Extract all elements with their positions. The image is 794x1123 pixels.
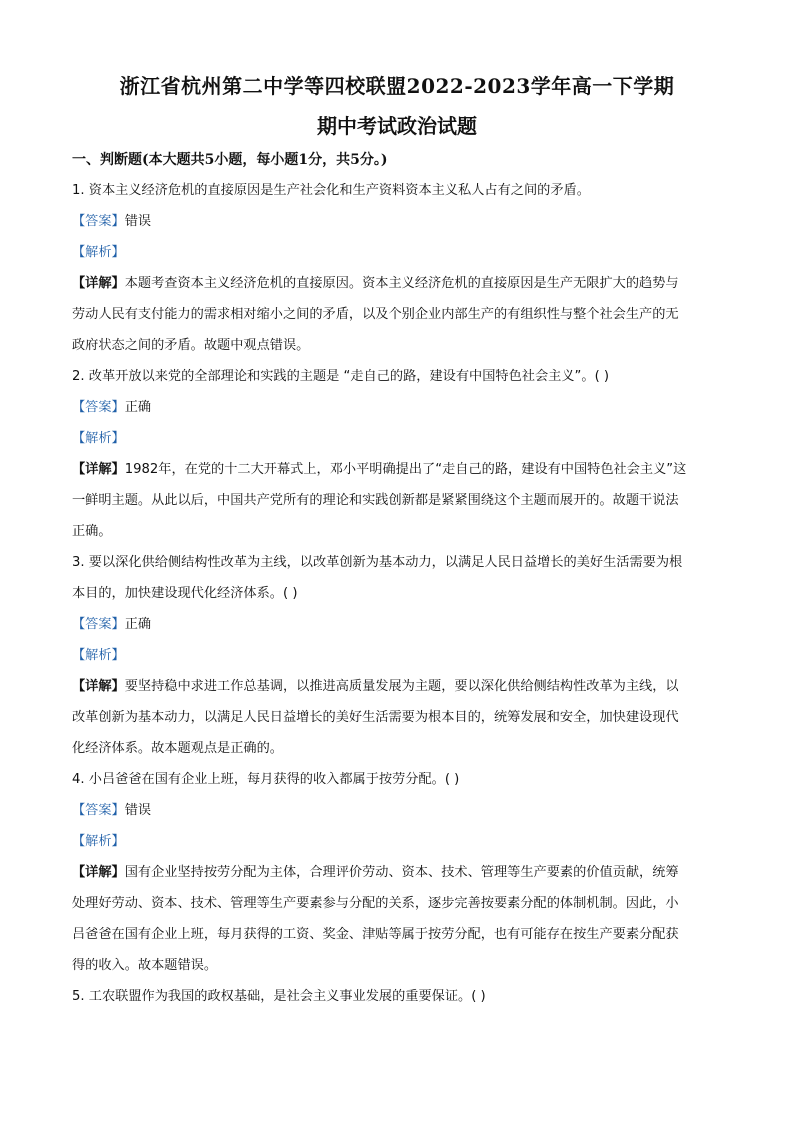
question-1-detail-line: 【详解】本题考查资本主义经济危机的直接原因。资本主义经济危机的直接原因是生产无限扩大的趋势与	[72, 276, 679, 291]
answer-label: 【答案】	[72, 803, 125, 818]
question-3-detail-line: 【详解】要坚持稳中求进工作总基调，以推进高质量发展为主题，要以深化供给侧结构性改革为主线，以	[72, 679, 679, 694]
detail-label: 【详解】	[72, 276, 125, 291]
question-1-stem: 1. 资本主义经济危机的直接原因是生产社会化和生产资料资本主义私人占有之间的矛盾。	[72, 183, 590, 198]
question-3-stem: 本目的，加快建设现代化经济体系。( )	[72, 586, 298, 601]
question-2-detail-line: 正确。	[72, 524, 112, 539]
question-1-detail-line: 劳动人民有支付能力的需求相对缩小之间的矛盾，以及个别企业内部生产的有组织性与整个社会生产的无	[72, 307, 679, 322]
question-3-analysis-label: 【解析】	[72, 648, 125, 663]
answer-label: 【答案】	[72, 214, 125, 229]
question-1-analysis-label: 【解析】	[72, 245, 125, 260]
detail-label: 【详解】	[72, 679, 125, 694]
question-2-detail-line: 一鲜明主题。从此以后，中国共产党所有的理论和实践创新都是紧紧围绕这个主题而展开的。故题干说法	[72, 493, 679, 508]
question-4-detail-line: 得的收入。故本题错误。	[72, 958, 218, 973]
question-4-detail-line: 吕爸爸在国有企业上班，每月获得的工资、奖金、津贴等属于按劳分配，也有可能存在按生产要素分配获	[72, 927, 679, 942]
question-3-detail-line: 改革创新为基本动力，以满足人民日益增长的美好生活需要为根本目的，统筹发展和安全，加快建设现代	[72, 710, 679, 725]
question-1-detail-line: 政府状态之间的矛盾。故题中观点错误。	[72, 338, 310, 353]
question-3-stem: 3. 要以深化供给侧结构性改革为主线，以改革创新为基本动力，以满足人民日益增长的美好生活需要为根	[72, 555, 683, 570]
question-1-answer	[72, 212, 151, 232]
question-4-analysis-label: 【解析】	[72, 834, 125, 849]
question-2-detail-line: 【详解】1982年，在党的十二大开幕式上，邓小平明确提出了“走自己的路，建设有中国特色社会主义”这	[72, 462, 687, 477]
question-2-answer	[72, 398, 151, 418]
answer-value: 正确	[124, 400, 152, 415]
detail-label: 【详解】	[72, 462, 125, 477]
detail-label: 【详解】	[72, 865, 125, 880]
section-header: 一、判断题(本大题共5小题，每小题1分，共5分。)	[72, 152, 388, 168]
question-2-analysis-label: 【解析】	[72, 431, 125, 446]
question-3-detail-line: 化经济体系。故本题观点是正确的。	[72, 741, 283, 756]
question-4-detail-line: 处理好劳动、资本、技术、管理等生产要素参与分配的关系，逐步完善按要素分配的体制机制。因此，小	[72, 896, 679, 911]
question-4-answer	[72, 801, 151, 821]
question-3-answer	[72, 615, 151, 635]
answer-label: 【答案】	[72, 400, 125, 415]
answer-value: 正确	[124, 617, 152, 632]
answer-value: 错误	[124, 803, 152, 818]
question-4-detail-line: 【详解】国有企业坚持按劳分配为主体，合理评价劳动、资本、技术、管理等生产要素的价值贡献，统筹	[72, 865, 679, 880]
document-title-line2: 期中考试政治试题	[317, 114, 477, 138]
answer-label: 【答案】	[72, 617, 125, 632]
question-5-stem: 5. 工农联盟作为我国的政权基础，是社会主义事业发展的重要保证。( )	[72, 989, 486, 1004]
question-4-stem: 4. 小吕爸爸在国有企业上班，每月获得的收入都属于按劳分配。( )	[72, 772, 460, 787]
document-title-line1: 浙江省杭州第二中学等四校联盟2022-2023学年高一下学期	[119, 74, 675, 98]
answer-value: 错误	[124, 214, 152, 229]
question-2-stem: 2. 改革开放以来党的全部理论和实践的主题是 “走自己的路，建设有中国特色社会主义”。( )	[72, 369, 610, 384]
